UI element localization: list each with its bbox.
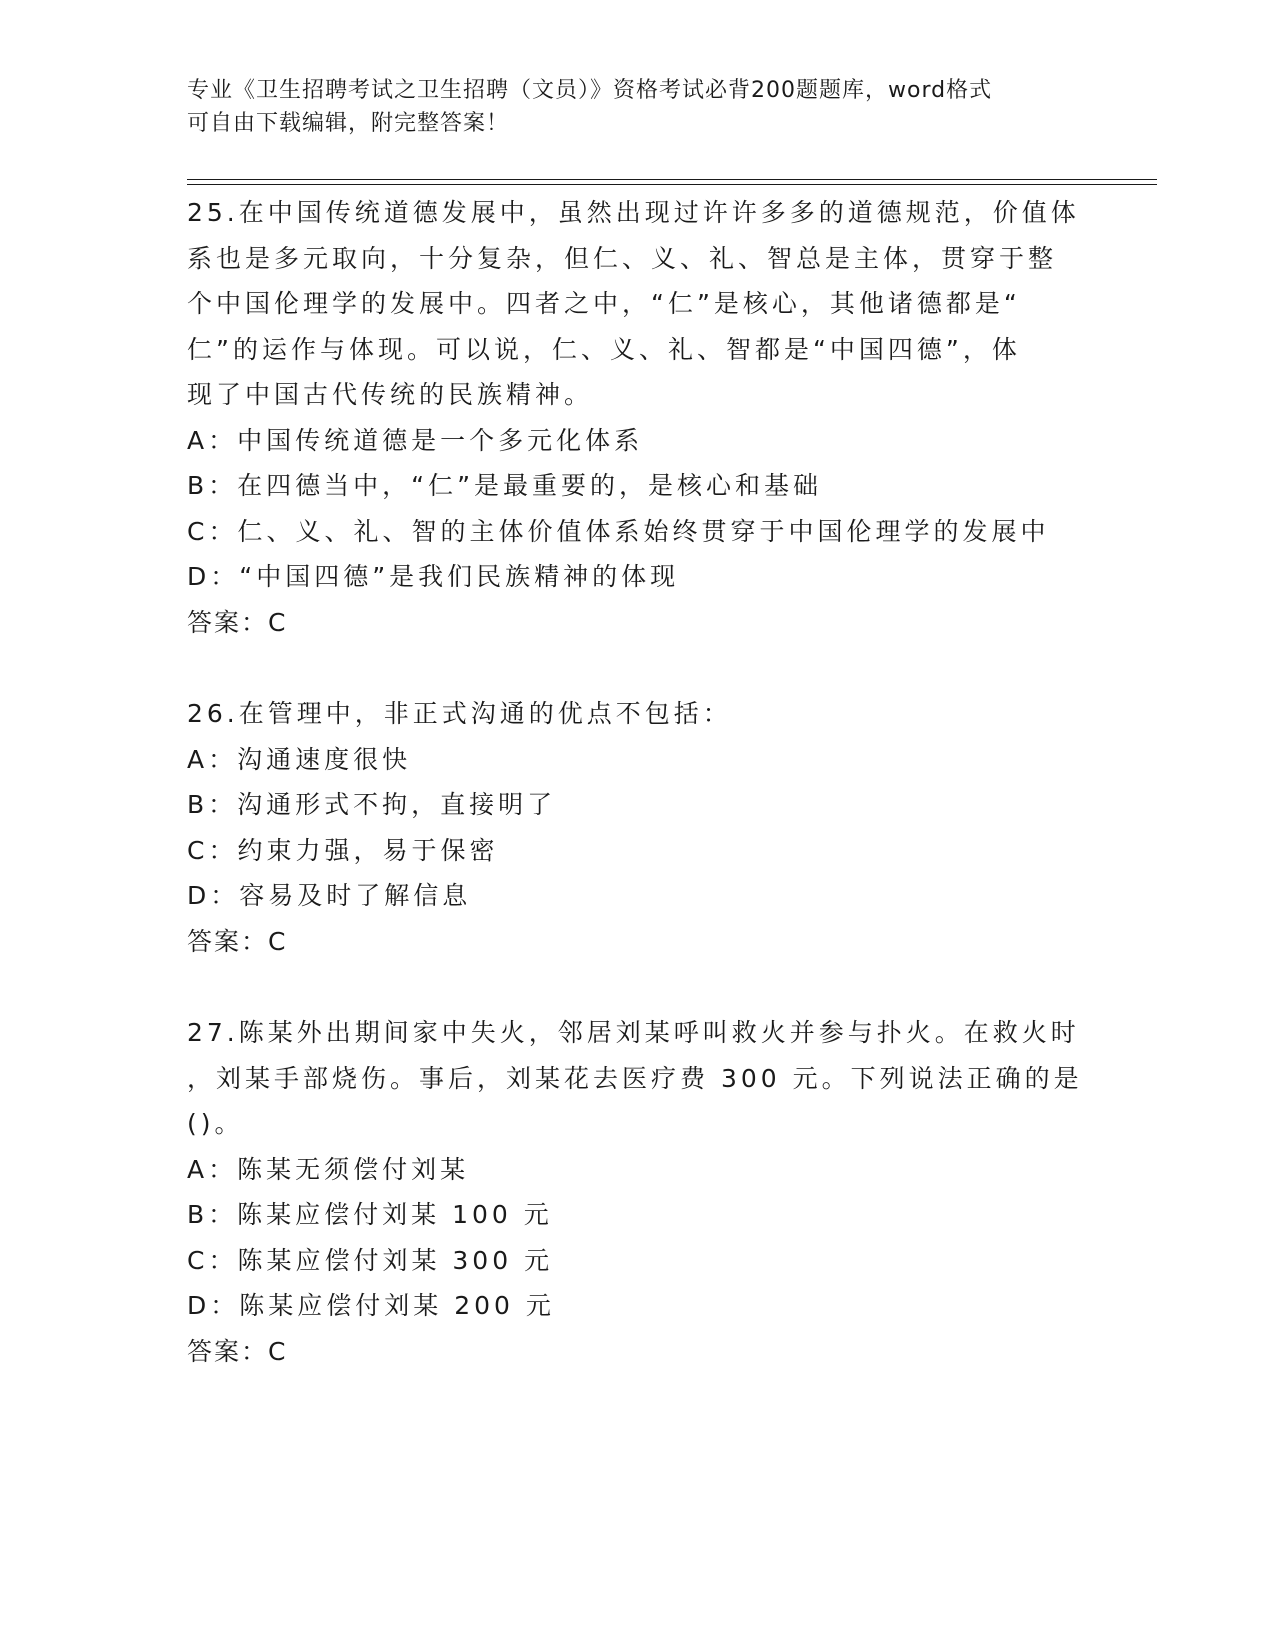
question-text-line: ，刘某手部烧伤。事后，刘某花去医疗费 300 元。下列说法正确的是 <box>187 1063 1083 1093</box>
option-d: D：“中国四德”是我们民族精神的体现 <box>187 562 680 591</box>
header-line-1: 专业《卫生招聘考试之卫生招聘（文员）》资格考试必背200题题库，word格式 <box>187 78 993 103</box>
question-text-line: 25.在中国传统道德发展中，虽然出现过许许多多的道德规范，价值体 <box>187 198 1080 227</box>
question-list <box>187 190 1087 1420</box>
option-c: C：约束力强，易于保密 <box>187 835 499 865</box>
question-26 <box>187 691 1087 964</box>
header-divider-bottom <box>187 184 1157 185</box>
document-header <box>187 74 1067 140</box>
answer-label: 答案：C <box>187 926 288 956</box>
question-text-line: ()。 <box>187 1109 244 1138</box>
question-27 <box>187 1010 1087 1374</box>
option-b: B：陈某应偿付刘某 100 元 <box>187 1200 553 1229</box>
header-divider-top <box>187 179 1157 180</box>
question-text-line: 27.陈某外出期间家中失火，邻居刘某呼叫救火并参与扑火。在救火时 <box>187 1018 1080 1047</box>
question-25 <box>187 190 1087 645</box>
option-d: D：容易及时了解信息 <box>187 881 472 910</box>
option-b: B：沟通形式不拘，直接明了 <box>187 790 557 819</box>
option-b: B：在四德当中，“仁”是最重要的，是核心和基础 <box>187 471 823 500</box>
option-a: A：陈某无须偿付刘某 <box>187 1154 470 1184</box>
question-text-line: 26.在管理中，非正式沟通的优点不包括： <box>187 699 732 728</box>
question-text-line: 系也是多元取向，十分复杂，但仁、义、礼、智总是主体，贯穿于整 <box>187 243 1058 273</box>
answer-label: 答案：C <box>187 1336 288 1366</box>
option-d: D：陈某应偿付刘某 200 元 <box>187 1291 555 1320</box>
question-text-line: 个中国伦理学的发展中。四者之中，“仁”是核心，其他诸德都是“ <box>187 289 1021 318</box>
option-a: A：中国传统道德是一个多元化体系 <box>187 425 644 455</box>
option-c: C：仁、义、礼、智的主体价值体系始终贯穿于中国伦理学的发展中 <box>187 516 1050 546</box>
option-a: A：沟通速度很快 <box>187 744 412 774</box>
question-text-line: 仁”的运作与体现。可以说，仁、义、礼、智都是“中国四德”，体 <box>187 334 1021 364</box>
header-line-2: 可自由下载编辑，附完整答案！ <box>187 111 510 136</box>
answer-label: 答案：C <box>187 607 288 637</box>
question-text-line: 现了中国古代传统的民族精神。 <box>187 380 594 409</box>
option-c: C：陈某应偿付刘某 300 元 <box>187 1245 554 1275</box>
